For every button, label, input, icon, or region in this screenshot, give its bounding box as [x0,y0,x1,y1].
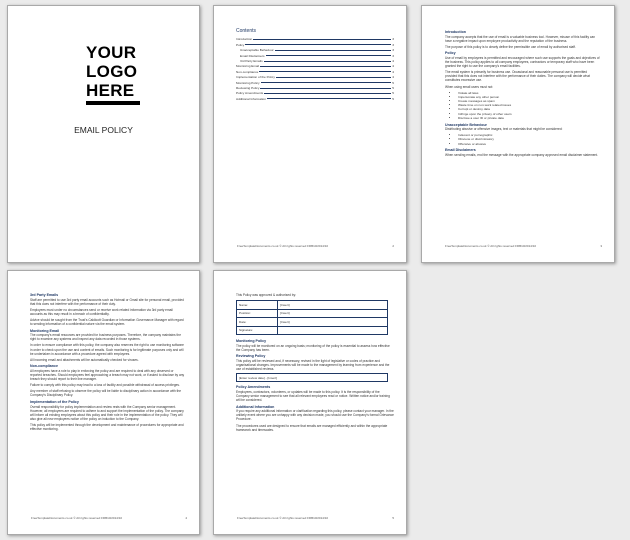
page-approval[interactable] [213,270,407,535]
page-number: 4 [185,516,187,520]
toc-leader-line [245,44,391,45]
paragraph: All incoming email and attachments will be automatically checked for viruses. [30,357,139,362]
section-heading: 3rd Party Emails [30,293,59,297]
toc-leader-line [253,39,391,40]
toc-entry-label: Monitoring Policy [236,80,260,85]
toc-entry-page: 4 [392,58,394,63]
approval-table [236,300,388,335]
toc-entry-page: 5 [392,91,394,96]
page-number: 2 [392,244,394,248]
page-introduction[interactable] [421,5,615,263]
paragraph: Advice should be sought from the Trust's Caldicott Guardian or Information Governance Manager with regard to sending information of a confidential nature via the email system. [30,317,184,327]
section-heading: Monitoring Email [30,328,60,333]
toc-entry-label: Implementation of the Policy [236,75,275,80]
toc-leader-line [264,58,394,63]
paragraph: The purpose of this policy is to clearly define the permissible use of email by authorised staff. [445,44,576,49]
paragraph: This policy will be implemented through the development and maintenance of procedures for appropriate and effective monitoring. [30,422,184,432]
paragraph: The company's email resources are provided for business purposes. Therefore, the company maintains the right to examine any systems and inspect any data recorded in those systems. [30,333,181,342]
toc-leader-line [276,77,391,78]
toc-entry-label: Email Disclaimers [240,53,265,58]
table-of-contents [236,28,394,101]
toc-leader-line [259,71,391,72]
document-title: EMAIL POLICY [74,125,133,135]
footer-text: FreeTemplateDocuments.co.uk © All rights reserved FRB10/2014/10 [237,516,329,520]
table-cell-key: Date: [237,318,278,327]
page-contents[interactable] [213,5,407,263]
toc-entry-page: 4 [392,75,394,80]
table-row [237,309,388,318]
section-heading: Reviewing Policy [236,354,266,359]
list-item: • Disclose a user ID or private data [458,116,600,120]
toc-leader-line [266,55,392,56]
page-cover[interactable] [7,5,200,263]
toc-entry-label: Unacceptable Behaviour [240,48,274,53]
list-item: • Obscene or discriminatory [458,137,600,141]
list-item: • Infringe upon the privacy of other users [458,112,600,116]
list-item: • Create messages as spam [458,99,600,103]
paragraph: When sending emails, end the message with the appropriate company approved email disclaimer statement. [445,152,599,157]
toc-entry-label: Non-compliance [236,69,259,74]
toc-leader-line [260,66,391,67]
toc-entry-label: Policy Amendments [236,91,264,96]
toc-entry-page: 5 [392,80,394,85]
toc-entry-page: 3 [392,42,394,47]
toc-entry-page: 5 [392,85,394,90]
toc-entry-page: 4 [392,64,394,69]
list-item: • Corrupt or destroy data [458,107,600,111]
page-number: 3 [600,244,602,248]
toc-entry-label: Reviewing Policy [236,85,260,90]
table-cell-value[interactable]: [Insert] [278,318,388,327]
toc-entry[interactable] [236,95,394,100]
table-cell-value[interactable] [278,326,388,335]
section-heading: Monitoring Policy [236,339,267,344]
paragraph: In order to ensure compliance with this policy, the company also reserves the right to use monitoring software in order to check upon the use and content of emails. Such monitoring is for legitimate purposes only and will be undertaken in accordance with a procedure agreed with employees. [30,343,184,356]
section-heading: Implementation of the Policy [30,399,79,404]
paragraph: This policy will be reviewed and, if necessary, revised in the light of legislative or codes of practice and organisational changes. Improvements will be made to the management by learning from experience and the use of established reviews. [236,358,390,372]
paragraph: Overall responsibility for policy implementation and review rests with the Company senior management. However, all employees are required to adhere to and support the implementation of the policy. The company will inform all existing employees about this policy and their role in the implementation of the policy. They will also give all new employees notice of the policy on induction to the Company. [30,404,184,421]
footer-text: FreeTemplateDocuments.co.uk © All rights reserved FRB10/2014/10 [31,516,123,520]
logo-underline [86,101,140,105]
bullet-list [445,91,600,120]
toc-leader-line [275,50,392,51]
page-footer [445,244,602,248]
paragraph: When using email users must not: [445,84,494,89]
toc-entry-page: 3 [392,53,394,58]
toc-entry-label: Additional Information [236,96,266,101]
toc-entry-label: Introduction [236,37,253,42]
toc-title: Contents [236,28,257,34]
paragraph: The email system is primarily for business use. Occasional and reasonable personal use is permitted provided that this does not interfere with the performance of their duties. The company will decide what constitutes excessive use. [445,70,590,83]
paragraph: The policy will be monitored on an ongoing basis; monitoring of the policy is essential to assess how effective the Company has been. [236,343,390,352]
toc-leader-line [267,98,391,99]
toc-entry-label: Policy [236,42,245,47]
list-item: • Offensive or abusive [458,142,600,146]
section-heading: Policy Amendments [236,385,271,390]
list-item: • Violate all laws [458,91,600,95]
table-cell-key: Position: [237,309,278,318]
table-cell-value[interactable]: [Insert] [278,309,388,318]
page-email-usage[interactable] [7,270,200,535]
table-cell-key: Signature: [237,326,278,335]
section-heading: Unacceptable Behaviour [445,122,487,127]
paragraph: Distributing abusive or offensive images, text or materials that might be considered: [445,127,563,132]
list-item: • Indecent or pornographic [458,133,600,137]
paragraph: Employees, contractors, volunteers, or updates will be made to this policy. It is the responsibility of the Company senior management to see that all relevant employees read or notice. Written notice and/or training will be considered. [236,389,390,403]
section-heading: Policy [445,51,456,56]
table-row [237,318,388,327]
logo-line: LOGO [86,62,138,81]
toc-entry-page: 5 [392,96,394,101]
footer-text: FreeTemplateDocuments.co.uk © All rights reserved FRB10/2014/10 [445,244,537,248]
toc-entry-label: Monitoring Email [236,64,260,69]
section-heading: Introduction [445,30,466,34]
paragraph: Staff are permitted to use 3rd party email accounts such as Hotmail or Gmail site for personal email, provided that this does not interfere with the performance of their duty. [30,297,184,306]
section-heading: Email Disclaimers [445,148,476,153]
toc-leader-line [264,93,391,94]
paragraph: If you require any additional information or clarification regarding this policy, please contact your manager. In the unlikely event where you are unhappy with any decision made, you should use the Company's formal Grievance Procedure. [236,409,394,422]
paragraph: This Policy was approved & authorised by: [236,293,297,297]
review-date-box[interactable]: [Enter review date] - [Insert] [236,373,388,382]
toc-entry-page: 3 [392,48,394,53]
logo-line: YOUR [86,43,137,62]
paragraph: Employees must under no circumstances send or receive work related information via 3rd party email accounts as this may result in a breach of confidentiality. [30,307,173,316]
paragraph: Any member of staff refusing to observe the policy will be liable to disciplinary action in accordance with the Company's Disciplinary Policy. [30,389,182,398]
page-number: 5 [392,516,394,520]
footer-text: FreeTemplateDocuments.co.uk © All rights reserved FRB10/2014/10 [237,244,329,248]
paragraph: The company accepts that the use of email is a valuable business tool. However, misuse of this facility can have a negative impact upon employee productivity and the reputation of the business. [445,34,596,43]
paragraph: The procedures used are designed to ensure that emails are managed efficiently and within the appropriate framework and timescales. [236,423,388,432]
page-footer [31,516,187,520]
table-row [237,301,388,310]
section-heading: Additional Information [236,404,275,409]
page-footer [237,244,394,248]
table-cell-value[interactable]: [Insert] [278,301,388,310]
paragraph: Failure to comply with this policy may lead to a loss of facility and possible withdrawal of access privileges. [30,383,180,388]
toc-leader-line [261,82,392,83]
section-heading: Non-compliance [30,364,58,369]
paragraph: Use of email by employees is permitted and encouraged where such use supports the goals and objectives of the business. This policy applies to all company employees, contractors or temporary staff who have been granted the right to use the company's email facilities. [445,55,600,69]
paragraph: All employees have a role to play in enforcing the policy and are required to deal with any observed or reported breaches. Should employees feel approaching a breach may not work, or if asked to disclose by any breach they should report to their line manager. [30,368,185,382]
toc-entry-label: 3rd Party Emails [240,58,263,63]
list-item: • Impersonate any other person [458,95,600,99]
logo-placeholder [86,43,137,100]
toc-entry-page: 4 [392,69,394,74]
page-footer [237,516,394,520]
toc-leader-line [260,88,391,89]
bullet-list [445,133,600,146]
logo-line: HERE [86,81,135,100]
table-row [237,326,388,335]
toc-entry-page: 3 [392,37,394,42]
list-item: • Waste time on non-work related issues [458,103,600,107]
table-cell-key: Name: [237,301,278,310]
